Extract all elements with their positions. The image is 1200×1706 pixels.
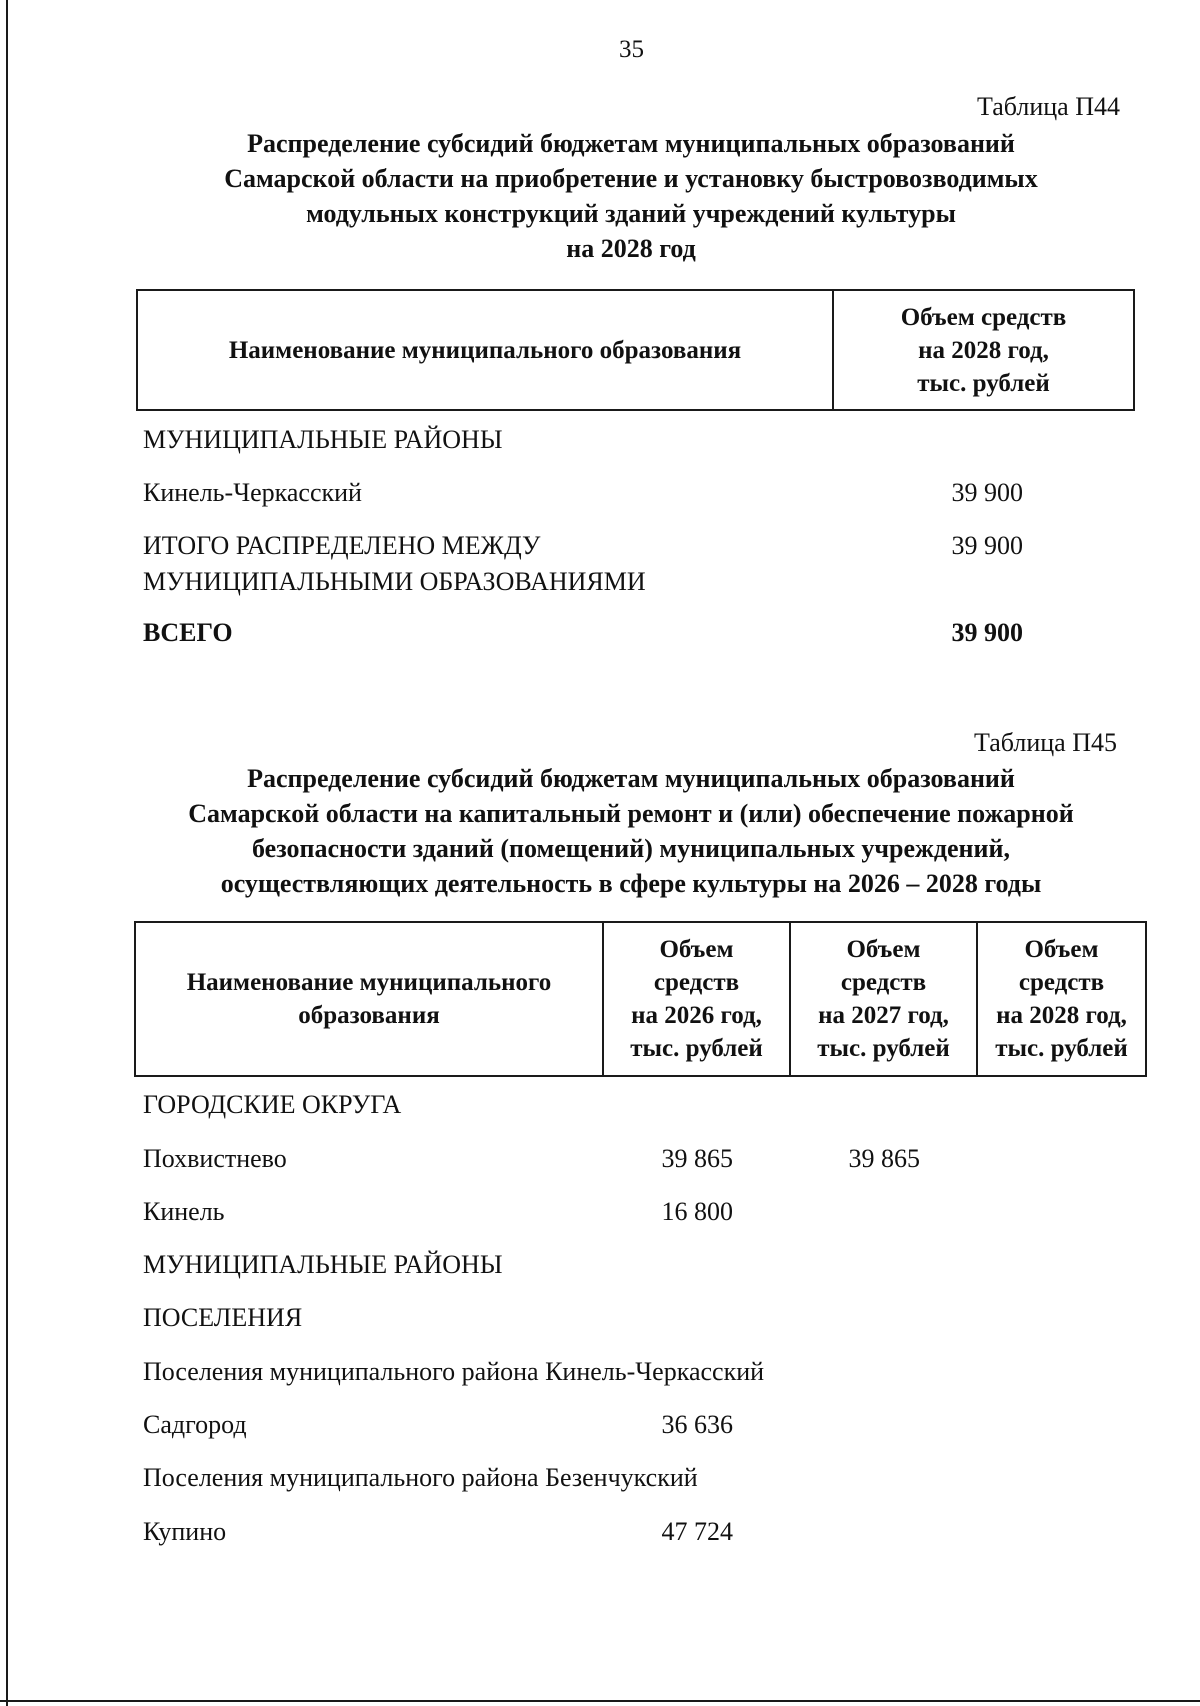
- caption-line: безопасности зданий (помещений) муниципальных учреждений,: [252, 834, 1010, 863]
- header-amount-line: тыс. рублей: [917, 369, 1050, 397]
- row-section-settlements: ПОСЕЛЕНИЯ: [143, 1303, 303, 1332]
- header-name-line: образования: [298, 1002, 440, 1029]
- table-p44-header: [136, 289, 1135, 411]
- row-name-line: ИТОГО РАСПРЕДЕЛЕНО МЕЖДУ: [143, 531, 541, 560]
- header-name: [135, 922, 603, 1076]
- header-line: Объем: [659, 936, 734, 963]
- row-name-total: ВСЕГО: [143, 618, 233, 647]
- header-line: средств: [1018, 969, 1105, 996]
- row-value-2026: 39 865: [661, 1144, 733, 1173]
- table-p45-header: [134, 921, 1147, 1077]
- row-name-sadgorod: Садгород: [143, 1410, 247, 1439]
- page-border-left: [6, 0, 8, 1706]
- row-name-itogo: [143, 528, 646, 600]
- row-value: 39 900: [951, 531, 1023, 560]
- header-line: Объем: [846, 936, 921, 963]
- header-line: на 2028 год,: [996, 1002, 1127, 1029]
- row-name-kinel-cherkassky: Кинель-Черкасский: [143, 478, 362, 507]
- header-line: на 2026 год,: [631, 1002, 762, 1029]
- caption-line: осуществляющих деятельность в сфере культуры на 2026 – 2028 годы: [220, 869, 1042, 898]
- header-line: средств: [840, 969, 927, 996]
- header-line: тыс. рублей: [817, 1035, 950, 1062]
- row-value: 39 900: [951, 478, 1023, 507]
- row-name-line: МУНИЦИПАЛЬНЫМИ ОБРАЗОВАНИЯМИ: [143, 567, 646, 596]
- header-line: на 2027 год,: [818, 1002, 949, 1029]
- row-value-total: 39 900: [951, 618, 1023, 647]
- header-line: тыс. рублей: [995, 1035, 1128, 1062]
- row-section-city-districts: ГОРОДСКИЕ ОКРУГА: [143, 1090, 402, 1119]
- row-name-pokhvistnevo: Похвистнево: [143, 1144, 287, 1173]
- table-p44-label: Таблица П44: [977, 92, 1120, 121]
- header-line: Объем: [1024, 936, 1099, 963]
- row-subsection-kinel-cherkassky: Поселения муниципального района Кинель-Черкасский: [143, 1357, 765, 1386]
- header-2028: [977, 922, 1146, 1076]
- table-p44-caption: [136, 126, 1126, 266]
- caption-line: Самарской области на капитальный ремонт и (или) обеспечение пожарной: [188, 799, 1074, 828]
- table-p45-label: Таблица П45: [974, 728, 1117, 757]
- caption-line: Распределение субсидий бюджетам муниципальных образований: [247, 764, 1015, 793]
- header-line: средств: [653, 969, 740, 996]
- caption-line: на 2028 год: [566, 234, 696, 263]
- row-value-2026: 36 636: [661, 1410, 733, 1439]
- header-name: Наименование муниципального образования: [137, 290, 833, 410]
- row-section-municipal-districts: МУНИЦИПАЛЬНЫЕ РАЙОНЫ: [143, 1250, 503, 1279]
- row-section-municipal-districts: МУНИЦИПАЛЬНЫЕ РАЙОНЫ: [143, 425, 503, 454]
- table-p45-caption: [136, 761, 1126, 901]
- row-value-2027: 39 865: [848, 1144, 920, 1173]
- page-number: 35: [619, 36, 644, 63]
- row-name-kinel: Кинель: [143, 1197, 225, 1226]
- row-name-kupino: Купино: [143, 1517, 227, 1546]
- row-value-2026: 47 724: [661, 1517, 733, 1546]
- header-amount-line: на 2028 год,: [918, 336, 1049, 364]
- header-2026: [603, 922, 790, 1076]
- row-subsection-bezenchuksky: Поселения муниципального района Безенчукский: [143, 1463, 698, 1492]
- page-border-bottom: [0, 1700, 1200, 1702]
- caption-line: модульных конструкций зданий учреждений культуры: [306, 199, 956, 228]
- row-value-2026: 16 800: [661, 1197, 733, 1226]
- header-amount: [833, 290, 1134, 410]
- caption-line: Распределение субсидий бюджетам муниципальных образований: [247, 129, 1015, 158]
- caption-line: Самарской области на приобретение и установку быстровозводимых: [224, 164, 1038, 193]
- header-line: тыс. рублей: [630, 1035, 763, 1062]
- header-amount-line: Объем средств: [900, 303, 1067, 331]
- header-name-line: Наименование муниципального: [186, 969, 552, 996]
- header-2027: [790, 922, 977, 1076]
